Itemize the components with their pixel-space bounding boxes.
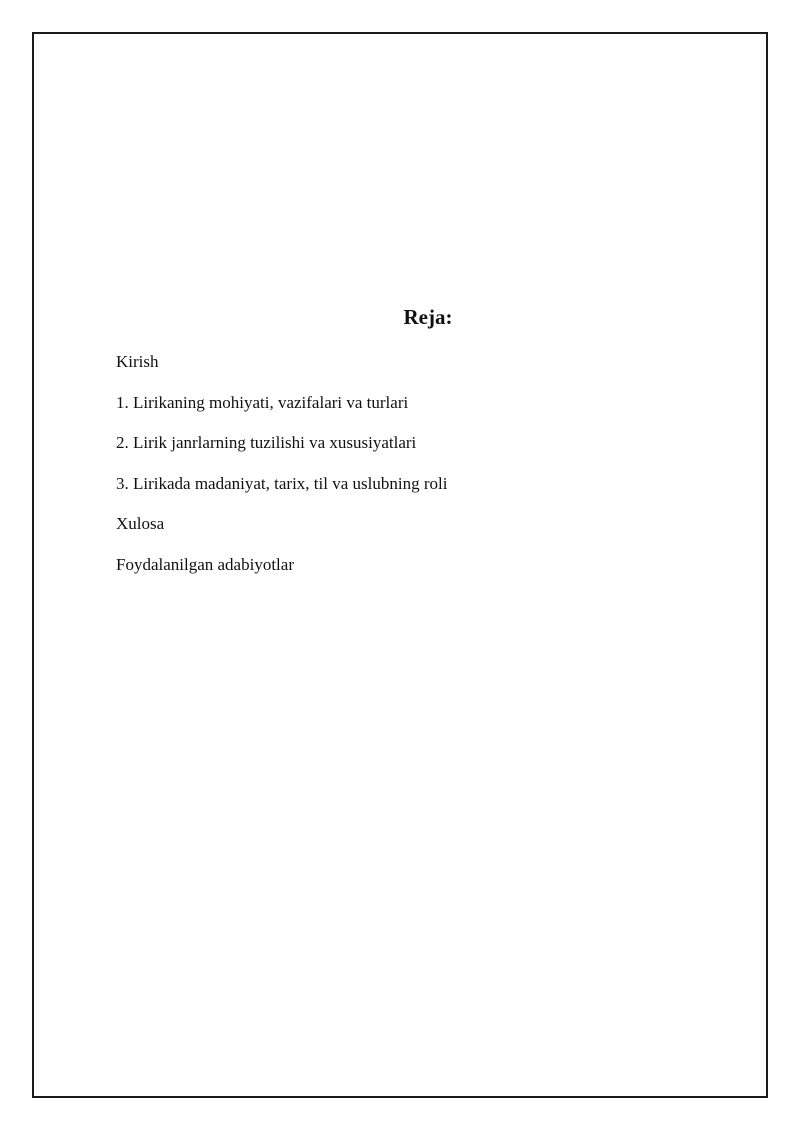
plan-item-introduction: Kirish	[116, 352, 159, 371]
page-frame	[32, 32, 768, 1098]
page-title: Reja:	[403, 305, 453, 329]
plan-item-conclusion: Xulosa	[116, 514, 165, 533]
plan-item-chapter-1: 1. Lirikaning mohiyati, vazifalari va turlari	[116, 392, 409, 412]
plan-item-chapter-2: 2. Lirik janrlarning tuzilishi va xususiyatlari	[116, 433, 417, 452]
plan-list	[116, 352, 447, 595]
plan-item-chapter-3: 3. Lirikada madaniyat, tarix, til va uslubning roli	[116, 473, 448, 493]
plan-item-references: Foydalanilgan adabiyotlar	[116, 554, 294, 574]
